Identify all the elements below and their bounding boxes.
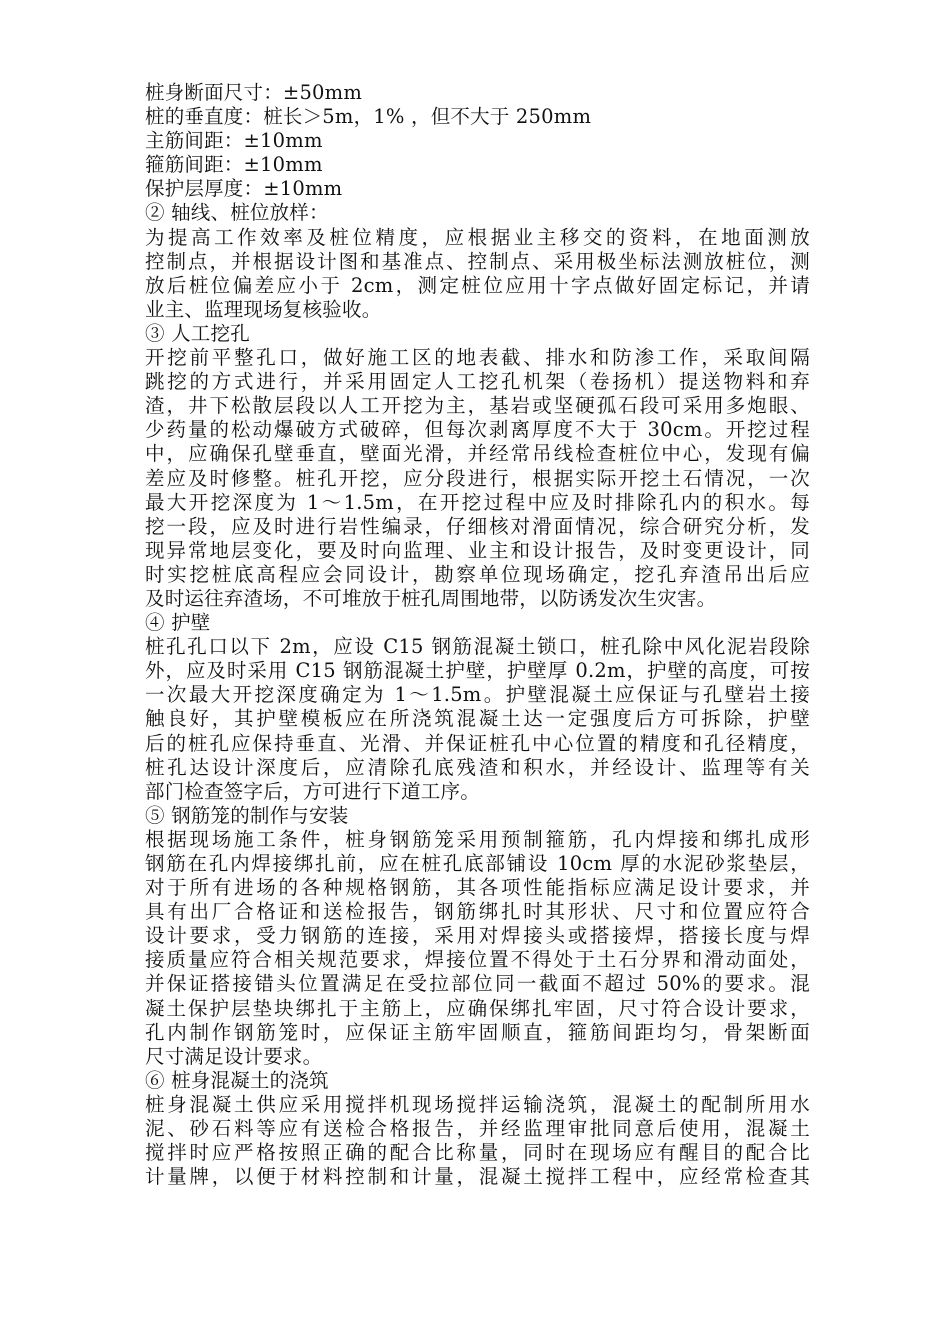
paragraph-line: 计量牌，以便于材料控制和计量，混凝土搅拌工程中，应经常检查其 — [145, 1165, 810, 1189]
paragraph-line: 桩孔孔口以下 2m，应设 C15 钢筋混凝土锁口，桩孔除中风化泥岩段除 — [145, 635, 810, 659]
document-body — [145, 81, 810, 1189]
paragraph-line: 泥、砂石料等应有送检合格报告，并经监理审批同意后使用，混凝土 — [145, 1117, 810, 1141]
paragraph-line: 搅拌时应严格按照正确的配合比称量，同时在现场应有醒目的配合比 — [145, 1141, 810, 1165]
paragraph-line: 开挖前平整孔口，做好施工区的地表截、排水和防渗工作，采取间隔 — [145, 346, 810, 370]
section-heading-layout: ② 轴线、桩位放样： — [145, 201, 329, 225]
spec-line-verticality: 桩的垂直度：桩长＞5m，1% ，但不大于 250mm — [145, 105, 592, 129]
paragraph-line: 挖一段，应及时进行岩性编录，仔细核对滑面情况，综合研究分析，发 — [145, 514, 810, 538]
paragraph-line: 跳挖的方式进行，并采用固定人工挖孔机架（卷扬机）提送物料和弃 — [145, 370, 810, 394]
spec-line-main-rebar-spacing: 主筋间距：±10mm — [145, 129, 323, 153]
section-heading-manual-excavation: ③ 人工挖孔 — [145, 321, 250, 345]
section-heading-rebar-cage: ⑤ 钢筋笼的制作与安装 — [145, 803, 349, 827]
paragraph-line: 外，应及时采用 C15 钢筋混凝土护壁，护壁厚 0.2m，护壁的高度，可按 — [145, 659, 810, 683]
paragraph-line: 对于所有进场的各种规格钢筋，其各项性能指标应满足设计要求，并 — [145, 876, 810, 900]
paragraph-line: 钢筋在孔内焊接绑扎前，应在桩孔底部铺设 10cm 厚的水泥砂浆垫层， — [145, 852, 810, 875]
paragraph-line: 为提高工作效率及桩位精度，应根据业主移交的资料，在地面测放 — [145, 225, 810, 249]
section-heading-retaining-wall: ④ 护壁 — [145, 611, 211, 635]
paragraph-line: 尺寸满足设计要求。 — [145, 1044, 323, 1068]
paragraph-line: 并保证搭接错头位置满足在受拉部位同一截面不超过 50%的要求。混 — [145, 972, 810, 996]
paragraph-line: 现异常地层变化，要及时向监理、业主和设计报告，及时变更设计，同 — [145, 538, 810, 562]
paragraph-line: 控制点，并根据设计图和基准点、控制点、采用极坐标法测放桩位，测 — [145, 249, 810, 273]
paragraph-line: 触良好，其护壁模板应在所浇筑混凝土达一定强度后方可拆除，护壁 — [145, 707, 810, 731]
paragraph-line: 中，应确保孔壁垂直，壁面光滑，并经常吊线检查桩位中心，发现有偏 — [145, 442, 810, 466]
section-heading-concrete-pouring: ⑥ 桩身混凝土的浇筑 — [145, 1068, 329, 1092]
paragraph-line: 少药量的松动爆破方式破碎，但每次剥离厚度不大于 30cm。开挖过程 — [145, 418, 810, 442]
paragraph-line: 放后桩位偏差应小于 2cm，测定桩位应用十字点做好固定标记，并请 — [145, 273, 810, 297]
paragraph-line: 桩孔达设计深度后，应清除孔底残渣和积水，并经设计、监理等有关 — [145, 755, 810, 779]
paragraph-line: 一次最大开挖深度确定为 1～1.5m。护壁混凝土应保证与孔壁岩土接 — [145, 683, 810, 707]
paragraph-line: 差应及时修整。桩孔开挖，应分段进行，根据实际开挖土石情况，一次 — [145, 466, 810, 490]
paragraph-line: 接质量应符合相关规范要求，焊接位置不得处于土石分界和滑动面处， — [145, 948, 810, 972]
spec-line-stirrup-spacing: 箍筋间距：±10mm — [145, 153, 323, 177]
spec-line-section-size: 桩身断面尺寸：±50mm — [145, 81, 363, 104]
paragraph-line: 最大开挖深度为 1～1.5m，在开挖过程中应及时排除孔内的积水。每 — [145, 490, 810, 514]
paragraph-line: 及时运往弃渣场，不可堆放于桩孔周围地带，以防诱发次生灾害。 — [145, 586, 717, 610]
paragraph-line: 设计要求，受力钢筋的连接，采用对焊接头或搭接焊，搭接长度与焊 — [145, 924, 810, 948]
paragraph-line: 桩身混凝土供应采用搅拌机现场搅拌运输浇筑，混凝土的配制所用水 — [145, 1092, 810, 1116]
paragraph-line: 凝土保护层垫块绑扎于主筋上，应确保绑扎牢固，尺寸符合设计要求， — [145, 996, 810, 1020]
paragraph-line: 渣，井下松散层段以人工开挖为主，基岩或坚硬孤石段可采用多炮眼、 — [145, 394, 810, 418]
paragraph-line: 后的桩孔应保持垂直、光滑、并保证桩孔中心位置的精度和孔径精度， — [145, 731, 810, 755]
paragraph-line: 业主、监理现场复核验收。 — [145, 297, 382, 321]
paragraph-line: 根据现场施工条件，桩身钢筋笼采用预制箍筋，孔内焊接和绑扎成形 — [145, 827, 810, 851]
paragraph-line: 孔内制作钢筋笼时，应保证主筋牢固顺直，箍筋间距均匀，骨架断面 — [145, 1020, 810, 1044]
spec-line-cover-thickness: 保护层厚度：±10mm — [145, 177, 343, 201]
paragraph-line: 部门检查签字后，方可进行下道工序。 — [145, 779, 480, 803]
paragraph-line: 具有出厂合格证和送检报告，钢筋绑扎时其形状、尺寸和位置应符合 — [145, 900, 810, 924]
paragraph-line: 时实挖桩底高程应会同设计，勘察单位现场确定，挖孔弃渣吊出后应 — [145, 562, 810, 586]
